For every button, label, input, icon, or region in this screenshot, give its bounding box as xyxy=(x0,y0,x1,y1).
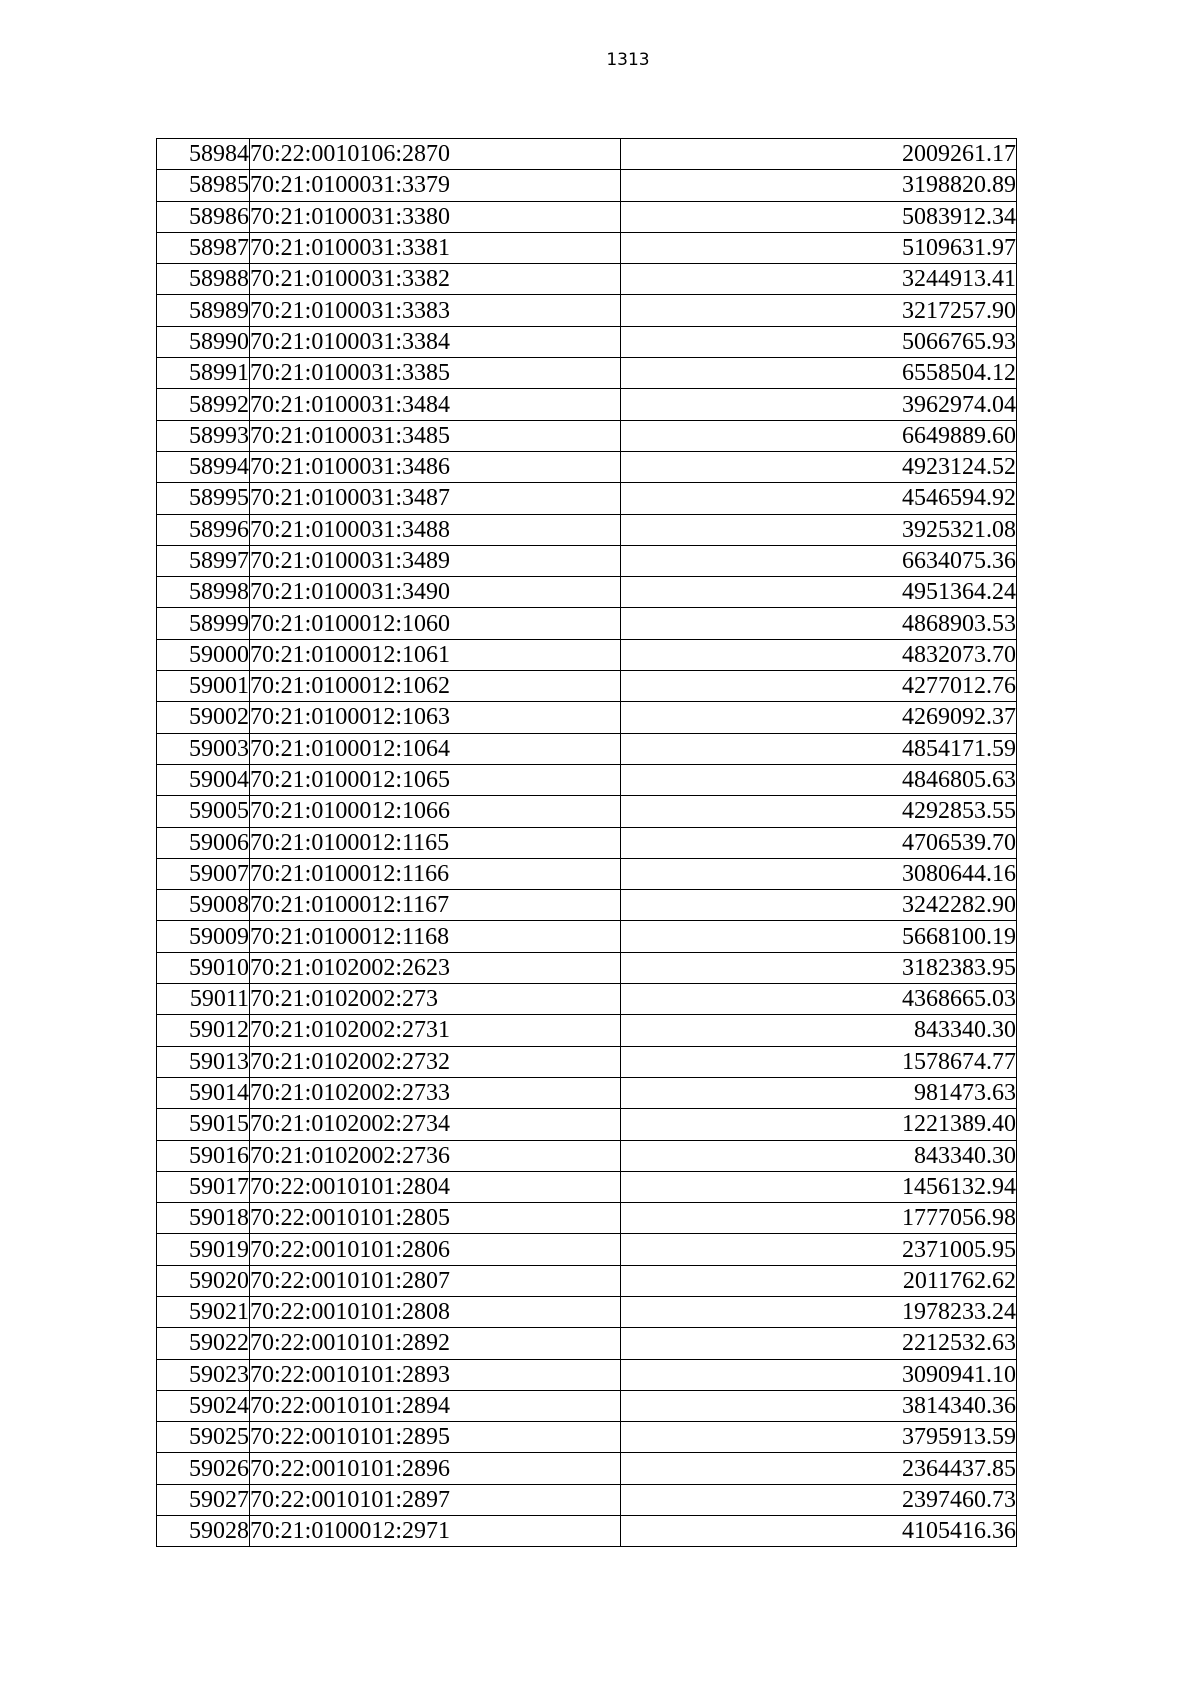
row-number-cell: 59028 xyxy=(157,1516,250,1547)
row-number-cell: 59020 xyxy=(157,1265,250,1296)
cadastral-value-cell: 1978233.24 xyxy=(621,1296,1017,1327)
cadastral-number-cell: 70:21:0100012:2971 xyxy=(250,1516,621,1547)
cadastral-number-cell: 70:21:0100012:1066 xyxy=(250,796,621,827)
cadastral-number-cell: 70:21:0100031:3486 xyxy=(250,451,621,482)
table-row xyxy=(157,671,1017,702)
cadastral-value-cell: 4269092.37 xyxy=(621,702,1017,733)
row-number-cell: 59015 xyxy=(157,1109,250,1140)
row-number-cell: 59009 xyxy=(157,921,250,952)
row-number-cell: 59013 xyxy=(157,1046,250,1077)
cadastral-number-cell: 70:21:0100012:1060 xyxy=(250,608,621,639)
cadastral-number-cell: 70:21:0102002:2733 xyxy=(250,1077,621,1108)
cadastral-value-table xyxy=(156,138,1017,1547)
row-number-cell: 59005 xyxy=(157,796,250,827)
row-number-cell: 59017 xyxy=(157,1171,250,1202)
cadastral-value-cell: 4854171.59 xyxy=(621,733,1017,764)
table-row xyxy=(157,358,1017,389)
table-row xyxy=(157,1422,1017,1453)
cadastral-value-cell: 2371005.95 xyxy=(621,1234,1017,1265)
cadastral-value-cell: 2397460.73 xyxy=(621,1484,1017,1515)
cadastral-value-cell: 6634075.36 xyxy=(621,545,1017,576)
cadastral-number-cell: 70:21:0100031:3487 xyxy=(250,483,621,514)
row-number-cell: 59022 xyxy=(157,1328,250,1359)
cadastral-value-cell: 4368665.03 xyxy=(621,984,1017,1015)
cadastral-number-cell: 70:22:0010101:2807 xyxy=(250,1265,621,1296)
cadastral-number-cell: 70:21:0100031:3490 xyxy=(250,577,621,608)
table-row xyxy=(157,1046,1017,1077)
cadastral-number-cell: 70:22:0010101:2895 xyxy=(250,1422,621,1453)
table-row xyxy=(157,139,1017,170)
table-row xyxy=(157,733,1017,764)
table-row xyxy=(157,890,1017,921)
row-number-cell: 59006 xyxy=(157,827,250,858)
cadastral-value-cell: 2364437.85 xyxy=(621,1453,1017,1484)
cadastral-value-cell: 4277012.76 xyxy=(621,671,1017,702)
row-number-cell: 58991 xyxy=(157,358,250,389)
table-row xyxy=(157,764,1017,795)
cadastral-value-cell: 6558504.12 xyxy=(621,358,1017,389)
row-number-cell: 59025 xyxy=(157,1422,250,1453)
table-row xyxy=(157,483,1017,514)
row-number-cell: 59000 xyxy=(157,639,250,670)
cadastral-value-cell: 4832073.70 xyxy=(621,639,1017,670)
cadastral-value-cell: 2212532.63 xyxy=(621,1328,1017,1359)
cadastral-number-cell: 70:21:0102002:2734 xyxy=(250,1109,621,1140)
row-number-cell: 58993 xyxy=(157,420,250,451)
cadastral-number-cell: 70:21:0100031:3484 xyxy=(250,389,621,420)
cadastral-value-cell: 3217257.90 xyxy=(621,295,1017,326)
table-row xyxy=(157,232,1017,263)
row-number-cell: 58992 xyxy=(157,389,250,420)
cadastral-value-cell: 4868903.53 xyxy=(621,608,1017,639)
table-row xyxy=(157,1234,1017,1265)
cadastral-value-cell: 2009261.17 xyxy=(621,139,1017,170)
table-row xyxy=(157,264,1017,295)
cadastral-number-cell: 70:21:0100031:3379 xyxy=(250,170,621,201)
table-row xyxy=(157,420,1017,451)
table-row xyxy=(157,1203,1017,1234)
cadastral-value-cell: 981473.63 xyxy=(621,1077,1017,1108)
table-row xyxy=(157,1359,1017,1390)
cadastral-value-cell: 3814340.36 xyxy=(621,1390,1017,1421)
row-number-cell: 58997 xyxy=(157,545,250,576)
cadastral-number-cell: 70:21:0100012:1065 xyxy=(250,764,621,795)
cadastral-number-cell: 70:21:0100031:3382 xyxy=(250,264,621,295)
cadastral-value-cell: 5109631.97 xyxy=(621,232,1017,263)
cadastral-number-cell: 70:21:0100012:1167 xyxy=(250,890,621,921)
row-number-cell: 59027 xyxy=(157,1484,250,1515)
cadastral-value-cell: 5083912.34 xyxy=(621,201,1017,232)
cadastral-value-cell: 1777056.98 xyxy=(621,1203,1017,1234)
cadastral-number-cell: 70:22:0010101:2892 xyxy=(250,1328,621,1359)
table-row xyxy=(157,796,1017,827)
cadastral-value-cell: 4292853.55 xyxy=(621,796,1017,827)
row-number-cell: 59023 xyxy=(157,1359,250,1390)
cadastral-value-cell: 4546594.92 xyxy=(621,483,1017,514)
table-row xyxy=(157,827,1017,858)
row-number-cell: 59024 xyxy=(157,1390,250,1421)
table-row xyxy=(157,1516,1017,1547)
row-number-cell: 59004 xyxy=(157,764,250,795)
cadastral-value-cell: 843340.30 xyxy=(621,1015,1017,1046)
table-row xyxy=(157,608,1017,639)
table-row xyxy=(157,1077,1017,1108)
table-row xyxy=(157,639,1017,670)
row-number-cell: 59007 xyxy=(157,858,250,889)
cadastral-number-cell: 70:21:0102002:2731 xyxy=(250,1015,621,1046)
cadastral-value-cell: 3198820.89 xyxy=(621,170,1017,201)
cadastral-number-cell: 70:22:0010101:2805 xyxy=(250,1203,621,1234)
cadastral-number-cell: 70:21:0100012:1061 xyxy=(250,639,621,670)
cadastral-number-cell: 70:22:0010101:2804 xyxy=(250,1171,621,1202)
cadastral-number-cell: 70:21:0100012:1063 xyxy=(250,702,621,733)
cadastral-number-cell: 70:22:0010101:2894 xyxy=(250,1390,621,1421)
row-number-cell: 58985 xyxy=(157,170,250,201)
cadastral-number-cell: 70:21:0100031:3380 xyxy=(250,201,621,232)
table-row xyxy=(157,702,1017,733)
table-row xyxy=(157,952,1017,983)
cadastral-number-cell: 70:21:0102002:2732 xyxy=(250,1046,621,1077)
row-number-cell: 59019 xyxy=(157,1234,250,1265)
cadastral-number-cell: 70:21:0100031:3489 xyxy=(250,545,621,576)
table-row xyxy=(157,921,1017,952)
cadastral-value-cell: 5668100.19 xyxy=(621,921,1017,952)
cadastral-number-cell: 70:21:0100012:1062 xyxy=(250,671,621,702)
table-row xyxy=(157,1453,1017,1484)
row-number-cell: 58996 xyxy=(157,514,250,545)
row-number-cell: 58988 xyxy=(157,264,250,295)
cadastral-value-cell: 1456132.94 xyxy=(621,1171,1017,1202)
cadastral-number-cell: 70:22:0010101:2893 xyxy=(250,1359,621,1390)
cadastral-value-cell: 3182383.95 xyxy=(621,952,1017,983)
row-number-cell: 59018 xyxy=(157,1203,250,1234)
cadastral-number-cell: 70:22:0010106:2870 xyxy=(250,139,621,170)
cadastral-number-cell: 70:21:0102002:273 xyxy=(250,984,621,1015)
row-number-cell: 58987 xyxy=(157,232,250,263)
table-row xyxy=(157,1109,1017,1140)
row-number-cell: 59010 xyxy=(157,952,250,983)
cadastral-value-cell: 5066765.93 xyxy=(621,326,1017,357)
cadastral-value-cell: 6649889.60 xyxy=(621,420,1017,451)
cadastral-value-cell: 1221389.40 xyxy=(621,1109,1017,1140)
table-row xyxy=(157,858,1017,889)
cadastral-number-cell: 70:21:0100031:3381 xyxy=(250,232,621,263)
row-number-cell: 59026 xyxy=(157,1453,250,1484)
table-row xyxy=(157,389,1017,420)
row-number-cell: 59014 xyxy=(157,1077,250,1108)
cadastral-number-cell: 70:21:0102002:2736 xyxy=(250,1140,621,1171)
row-number-cell: 59012 xyxy=(157,1015,250,1046)
row-number-cell: 58986 xyxy=(157,201,250,232)
table-row xyxy=(157,1015,1017,1046)
row-number-cell: 58990 xyxy=(157,326,250,357)
cadastral-number-cell: 70:22:0010101:2896 xyxy=(250,1453,621,1484)
table-row xyxy=(157,295,1017,326)
table-row xyxy=(157,1390,1017,1421)
cadastral-value-cell: 3090941.10 xyxy=(621,1359,1017,1390)
cadastral-number-cell: 70:21:0100031:3384 xyxy=(250,326,621,357)
cadastral-number-cell: 70:22:0010101:2808 xyxy=(250,1296,621,1327)
row-number-cell: 59016 xyxy=(157,1140,250,1171)
table-row xyxy=(157,577,1017,608)
cadastral-number-cell: 70:21:0100012:1166 xyxy=(250,858,621,889)
cadastral-number-cell: 70:22:0010101:2806 xyxy=(250,1234,621,1265)
cadastral-number-cell: 70:22:0010101:2897 xyxy=(250,1484,621,1515)
cadastral-value-cell: 3080644.16 xyxy=(621,858,1017,889)
table-row xyxy=(157,1171,1017,1202)
cadastral-number-cell: 70:21:0100031:3488 xyxy=(250,514,621,545)
table-row xyxy=(157,1296,1017,1327)
table-row xyxy=(157,1140,1017,1171)
cadastral-number-cell: 70:21:0100031:3385 xyxy=(250,358,621,389)
cadastral-number-cell: 70:21:0102002:2623 xyxy=(250,952,621,983)
cadastral-number-cell: 70:21:0100031:3383 xyxy=(250,295,621,326)
row-number-cell: 59008 xyxy=(157,890,250,921)
cadastral-value-cell: 1578674.77 xyxy=(621,1046,1017,1077)
table-row xyxy=(157,514,1017,545)
row-number-cell: 58989 xyxy=(157,295,250,326)
table-row xyxy=(157,545,1017,576)
row-number-cell: 58999 xyxy=(157,608,250,639)
row-number-cell: 59021 xyxy=(157,1296,250,1327)
table-row xyxy=(157,1484,1017,1515)
cadastral-value-cell: 4951364.24 xyxy=(621,577,1017,608)
row-number-cell: 58995 xyxy=(157,483,250,514)
row-number-cell: 59002 xyxy=(157,702,250,733)
cadastral-value-cell: 4105416.36 xyxy=(621,1516,1017,1547)
cadastral-value-cell: 3962974.04 xyxy=(621,389,1017,420)
table-row xyxy=(157,451,1017,482)
cadastral-value-cell: 3925321.08 xyxy=(621,514,1017,545)
table-row xyxy=(157,326,1017,357)
row-number-cell: 59003 xyxy=(157,733,250,764)
table-row xyxy=(157,1328,1017,1359)
cadastral-value-cell: 4846805.63 xyxy=(621,764,1017,795)
row-number-cell: 58994 xyxy=(157,451,250,482)
cadastral-number-cell: 70:21:0100012:1064 xyxy=(250,733,621,764)
row-number-cell: 58984 xyxy=(157,139,250,170)
cadastral-number-cell: 70:21:0100012:1165 xyxy=(250,827,621,858)
row-number-cell: 59011 xyxy=(157,984,250,1015)
cadastral-value-cell: 3244913.41 xyxy=(621,264,1017,295)
cadastral-value-cell: 4923124.52 xyxy=(621,451,1017,482)
cadastral-value-cell: 2011762.62 xyxy=(621,1265,1017,1296)
cadastral-number-cell: 70:21:0100031:3485 xyxy=(250,420,621,451)
table-row xyxy=(157,984,1017,1015)
table-row xyxy=(157,170,1017,201)
cadastral-value-cell: 843340.30 xyxy=(621,1140,1017,1171)
cadastral-number-cell: 70:21:0100012:1168 xyxy=(250,921,621,952)
row-number-cell: 58998 xyxy=(157,577,250,608)
page-number: 1313 xyxy=(606,50,650,70)
cadastral-value-cell: 3242282.90 xyxy=(621,890,1017,921)
row-number-cell: 59001 xyxy=(157,671,250,702)
table-row xyxy=(157,201,1017,232)
table-body xyxy=(157,139,1017,1547)
table-row xyxy=(157,1265,1017,1296)
cadastral-value-cell: 4706539.70 xyxy=(621,827,1017,858)
cadastral-value-cell: 3795913.59 xyxy=(621,1422,1017,1453)
